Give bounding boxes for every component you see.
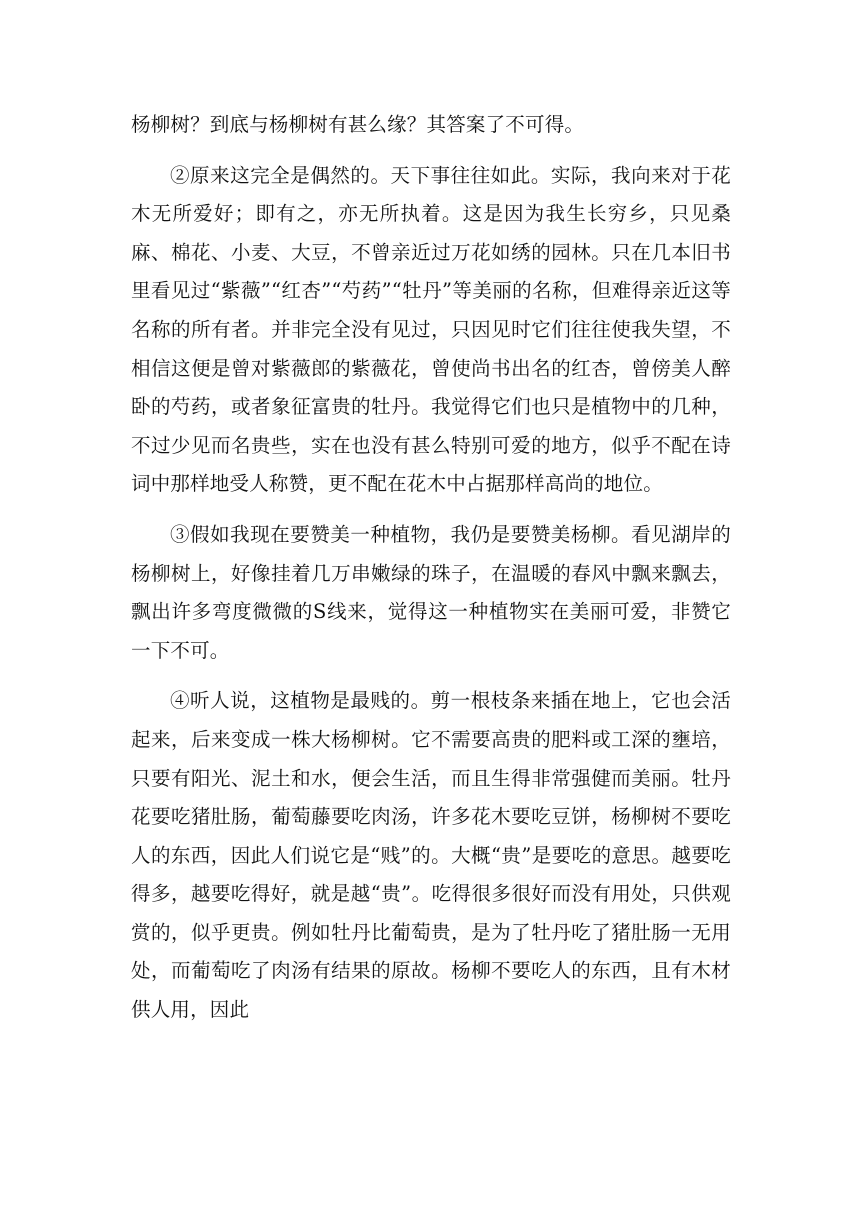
paragraph-2: ②原来这完全是偶然的。天下事往往如此。实际，我向来对于花木无所爱好；即有之，亦无所执着。这是因为我生长穷乡，只见桑麻、棉花、小麦、大豆，不曾亲近过万花如绣的园林。只在几本旧书里看见过“紫薇”“红杏”“芍药”“牡丹”等美丽的名称，但难得亲近这等名称的所有者。并非完全没有见过，只因见时它们往往使我失望，不相信这便是曾对紫薇郎的紫薇花，曾使尚书出名的红杏，曾傍美人醉卧的芍药，或者象征富贵的牡丹。我觉得它们也只是植物中的几种，不过少见而名贵些，实在也没有甚么特别可爱的地方，似乎不配在诗词中那样地受人称赞，更不配在花木中占据那样高尚的地位。 xyxy=(131,163,731,496)
article-body xyxy=(131,106,731,1042)
paragraph-continuation: 杨柳树？到底与杨柳树有甚么缘？其答案了不可得。 xyxy=(131,113,585,136)
paragraph-3: ③假如我现在要赞美一种植物，我仍是要赞美杨柳。看见湖岸的杨柳树上，好像挂着几万串嫩绿的珠子，在温暖的春风中飘来飘去，飘出许多弯度微微的S线来，觉得这一种植物实在美丽可爱，非赞它一下不可。 xyxy=(131,522,731,662)
paragraph-4: ④听人说，这植物是最贱的。剪一根枝条来插在地上，它也会活起来，后来变成一株大杨柳树。它不需要高贵的肥料或工深的壅培，只要有阳光、泥土和水，便会生活，而且生得非常强健而美丽。牡丹花要吃猪肚肠，葡萄藤要吃肉汤，许多花木要吃豆饼，杨柳树不要吃人的东西，因此人们说它是“贱”的。大概“贵”是要吃的意思。越要吃得多，越要吃得好，就是越“贵”。吃得很多很好而没有用处，只供观赏的，似乎更贵。例如牡丹比葡萄贵，是为了牡丹吃了猪肚肠一无用处，而葡萄吃了肉汤有结果的原故。杨柳不要吃人的东西，且有木材供人用，因此 xyxy=(131,689,731,1022)
